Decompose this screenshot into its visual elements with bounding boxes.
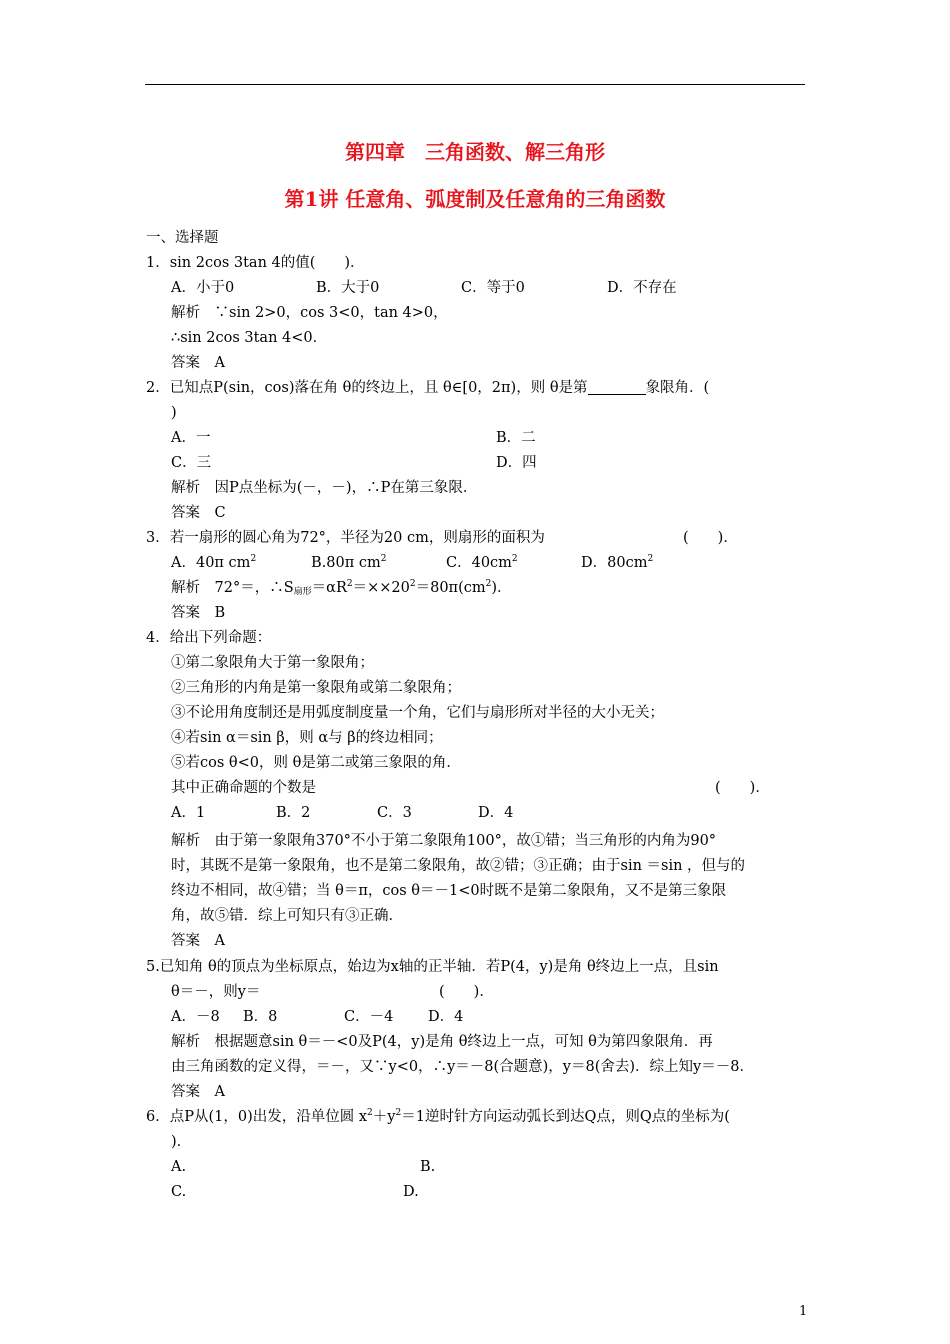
q1-stem: 1．sin 2cos 3tan 4的值( )． <box>146 255 365 271</box>
superscript: 2 <box>647 554 654 564</box>
q6-option-a: A. <box>171 1159 187 1175</box>
chapter-title: 第四章 三角函数、解三角形 <box>345 140 605 164</box>
q3-option-b-text: B.80π cm <box>311 555 381 571</box>
lecture-title: 第1讲 任意角、弧度制及任意角的三角函数 <box>284 187 666 211</box>
q4-option-a: A．1 <box>171 805 206 821</box>
q6-stem <box>146 1107 730 1127</box>
q5-analysis-1: 解析 根据题意sin θ＝－<0及P(4，y)是角 θ终边上一点，可知 θ为第四象限角．再 <box>171 1034 713 1050</box>
q6-stem-part: 6．点P从(1，0)出发，沿单位圆 x <box>146 1109 368 1125</box>
superscript: 2 <box>409 579 416 589</box>
q1-analysis-2: ∴sin 2cos 3tan 4<0． <box>171 330 328 346</box>
q3-stem: 3．若一扇形的圆心角为72°，半径为20 cm，则扇形的面积为 <box>146 530 545 546</box>
q3-analysis-part: ＝80π(cm <box>415 580 486 596</box>
q4-option-c: C．3 <box>377 805 412 821</box>
q4-proposition-2: ②三角形的内角是第一象限角或第二象限角； <box>171 680 461 696</box>
q4-stem: 4．给出下列命题： <box>146 630 272 646</box>
q1-option-a: A．小于0 <box>171 280 235 296</box>
q6-option-d: D. <box>403 1184 419 1200</box>
q3-analysis-part: 解析 72°＝，∴S <box>171 580 294 596</box>
q2-answer: 答案 C <box>171 505 226 521</box>
q5-answer: 答案 A <box>171 1084 225 1100</box>
header-rule <box>145 84 805 85</box>
q4-count: 其中正确命题的个数是 <box>171 780 316 796</box>
q3-analysis-part: ＝××20 <box>352 580 410 596</box>
q5-paren: ( )． <box>439 984 494 1000</box>
q2-analysis: 解析 因P点坐标为(－，－)，∴P在第三象限． <box>171 480 478 496</box>
q3-analysis-part: ＝αR <box>311 580 347 596</box>
q5-option-c: C．－4 <box>344 1009 394 1025</box>
superscript: 2 <box>380 554 387 564</box>
q1-option-d: D．不存在 <box>607 280 677 296</box>
q4-analysis-4: 角，故⑤错．综上可知只有③正确． <box>171 908 403 924</box>
q5-stem-2: θ＝－，则y＝ <box>171 984 261 1000</box>
q6-option-c: C. <box>171 1184 187 1200</box>
superscript: 2 <box>395 1108 402 1118</box>
q2-stem <box>146 378 709 398</box>
q2-answer-blank <box>588 380 646 395</box>
q5-stem-1: 5.已知角 θ的顶点为坐标原点，始边为x轴的正半轴．若P(4，y)是角 θ终边上一点，且sin <box>146 959 719 975</box>
section-heading: 一、选择题 <box>146 230 219 246</box>
q1-option-b: B．大于0 <box>316 280 380 296</box>
q4-proposition-3: ③不论用角度制还是用弧度制度量一个角，它们与扇形所对半径的大小无关； <box>171 705 664 721</box>
q3-paren: ( )． <box>683 530 738 546</box>
q4-answer: 答案 A <box>171 933 225 949</box>
q6-stem-cont: )． <box>171 1134 192 1150</box>
q3-analysis <box>171 578 512 598</box>
subscript: 扇形 <box>293 587 312 597</box>
superscript: 2 <box>367 1108 373 1118</box>
superscript: 2 <box>346 579 353 589</box>
q4-proposition-1: ①第二象限角大于第一象限角； <box>171 655 374 671</box>
q3-option-d-text: D．80cm <box>581 555 648 571</box>
q3-option-c-text: C．40cm <box>446 555 512 571</box>
superscript: 2 <box>511 554 518 564</box>
q6-stem-part: ＋y <box>372 1109 396 1125</box>
q3-option-a-text: A．40π cm <box>171 555 251 571</box>
q2-stem-text: 2．已知点P(sin，cos)落在角 θ的终边上，且 θ∈[0，2π)，则 θ是第 <box>146 380 588 396</box>
q4-analysis-1: 解析 由于第一象限角370°不小于第二象限角100°，故①错；当三角形的内角为90° <box>171 833 717 849</box>
q1-option-c: C．等于0 <box>461 280 525 296</box>
q3-option-a <box>171 553 256 573</box>
q3-option-d <box>581 553 653 573</box>
q4-paren: ( )． <box>715 780 770 796</box>
q3-answer: 答案 B <box>171 605 226 621</box>
q4-analysis-2: 时，其既不是第一象限角，也不是第二象限角，故②错；③正确；由于sin ＝sin ，但与的 <box>171 858 746 874</box>
q5-option-d: D．4 <box>428 1009 464 1025</box>
q2-stem-cont: ) <box>171 405 177 421</box>
q3-option-b <box>311 553 386 573</box>
q1-analysis-1: 解析 ∵sin 2>0，cos 3<0，tan 4>0， <box>171 305 448 321</box>
q4-analysis-3: 终边不相同，故④错；当 θ＝π，cos θ＝－1<0时既不是第二象限角，又不是第三象限 <box>171 883 727 899</box>
q2-option-d: D．四 <box>496 455 537 471</box>
q6-stem-part: ＝1逆时针方向运动弧长到达Q点，则Q点的坐标为( <box>401 1109 730 1125</box>
q3-option-c <box>446 553 518 573</box>
q2-option-c: C．三 <box>171 455 212 471</box>
q4-option-d: D．4 <box>478 805 514 821</box>
q4-proposition-5: ⑤若cos θ<0，则 θ是第二或第三象限的角． <box>171 755 461 771</box>
q2-option-a: A．一 <box>171 430 211 446</box>
superscript: 2 <box>485 579 492 589</box>
q2-stem-tail: 象限角．( <box>645 380 710 396</box>
q4-proposition-4: ④若sin α＝sin β，则 α与 β的终边相同； <box>171 730 443 746</box>
q5-option-a: A．－8 <box>171 1009 220 1025</box>
superscript: 2 <box>250 554 257 564</box>
q2-option-b: B．二 <box>496 430 536 446</box>
q5-option-b: B．8 <box>243 1009 278 1025</box>
q4-option-b: B．2 <box>276 805 311 821</box>
q3-analysis-part: )． <box>491 580 512 596</box>
q6-option-b: B. <box>420 1159 436 1175</box>
q5-analysis-2: 由三角函数的定义得，＝－，又∵y<0，∴y＝－8(合题意)，y＝8(舍去)．综上知y＝－8． <box>171 1059 754 1075</box>
page-number: 1 <box>799 1304 808 1319</box>
q1-answer: 答案 A <box>171 355 225 371</box>
